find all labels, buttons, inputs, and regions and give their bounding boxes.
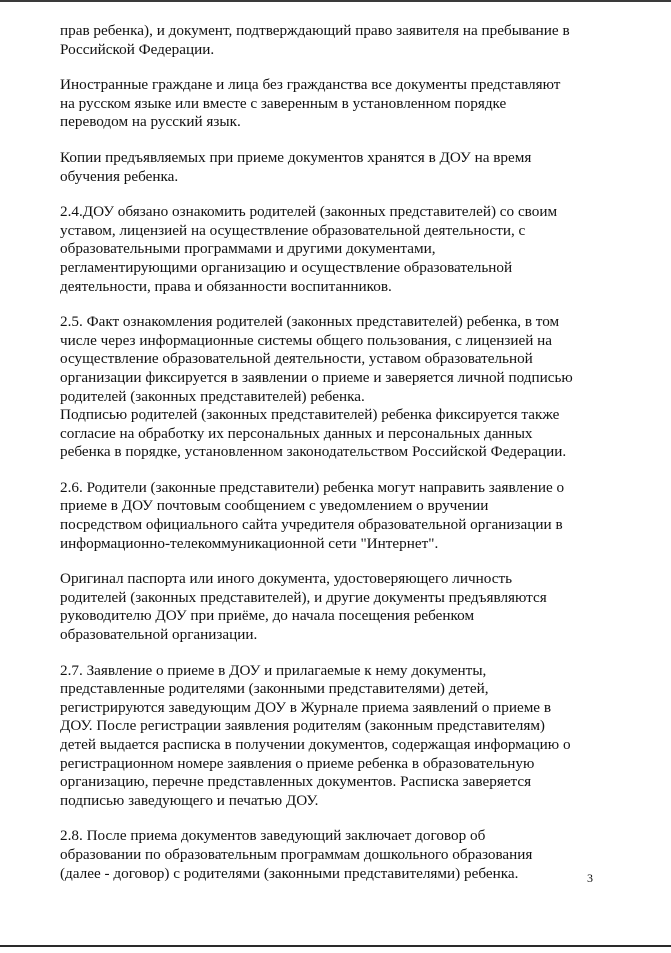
text-line: деятельности, права и обязанности воспитанников. [60, 277, 392, 295]
text-line: 2.4.ДОУ обязано ознакомить родителей (законных представителей) со своим [60, 203, 558, 221]
paragraph-section-2-5 [60, 313, 600, 462]
text-line: регистрационном номере заявления о приеме ребенка в образовательную [60, 754, 535, 772]
text-line: руководителю ДОУ при приёме, до начала посещения ребенком [60, 607, 475, 625]
paragraph-passport-original [60, 570, 600, 644]
document-body [60, 22, 600, 900]
text-line: 2.8. После приема документов заведующий заключает договор об [60, 827, 486, 845]
text-line: образовательными программами и другими документами, [60, 240, 436, 258]
text-line: (далее - договор) с родителями (законными представителями) ребенка. [60, 864, 519, 882]
text-line: осуществление образовательной деятельности, уставом образовательной [60, 350, 533, 368]
text-line: ДОУ. После регистрации заявления родителям (законным представителям) [60, 717, 545, 735]
text-line: посредством официального сайта учредителя образовательной организации в [60, 516, 563, 534]
text-line: ребенка в порядке, установленном законодательством Российской Федерации. [60, 443, 567, 461]
text-line: Копии предъявляемых при приеме документов хранятся в ДОУ на время [60, 148, 532, 166]
text-line: регламентирующими организацию и осуществление образовательной [60, 258, 513, 276]
text-line: родителей (законных представителей) ребенка. [60, 387, 365, 405]
text-line: обучения ребенка. [60, 167, 179, 185]
text-line: информационно-телекоммуникационной сети "Интернет". [60, 534, 439, 552]
text-line: 2.7. Заявление о приеме в ДОУ и прилагаемые к нему документы, [60, 661, 487, 679]
paragraph-residence-rights [60, 22, 600, 59]
text-line: согласие на обработку их персональных данных и персональных данных [60, 424, 533, 442]
text-line: подписью заведующего и печатью ДОУ. [60, 791, 319, 809]
paragraph-foreign-citizens [60, 76, 600, 132]
bottom-scan-edge [0, 945, 671, 947]
text-line: образовательной организации. [60, 626, 258, 644]
text-line: приеме в ДОУ почтовым сообщением с уведомлением о вручении [60, 497, 489, 515]
text-line: переводом на русский язык. [60, 113, 241, 131]
text-line: родителей (законных представителей), и другие документы предъявляются [60, 588, 547, 606]
top-scan-edge [0, 0, 671, 2]
paragraph-section-2-7 [60, 662, 600, 811]
text-line: организацию, перечне представленных документов. Расписка заверяется [60, 773, 532, 791]
text-line: 2.6. Родители (законные представители) ребенка могут направить заявление о [60, 478, 565, 496]
text-line: представленные родителями (законными представителями) детей, [60, 680, 489, 698]
page-number: 3 [587, 871, 593, 885]
text-line: детей выдается расписка в получении документов, содержащая информацию о [60, 736, 571, 753]
text-line: Российской Федерации. [60, 40, 215, 58]
text-line: Подписью родителей (законных представителей) ребенка фиксируется также [60, 406, 560, 424]
text-line: на русском языке или вместе с заверенным в установленном порядке [60, 94, 507, 112]
text-line: образовании по образовательным программам дошкольного образования [60, 845, 533, 863]
text-line: организации фиксируется в заявлении о приеме и заверяется личной подписью [60, 368, 573, 386]
text-line: уставом, лицензией на осуществление образовательной деятельности, с [60, 221, 526, 239]
paragraph-section-2-4 [60, 203, 600, 296]
text-line: 2.5. Факт ознакомления родителей (законных представителей) ребенка, в том [60, 313, 560, 331]
paragraph-section-2-8 [60, 827, 600, 883]
text-line: регистрируются заведующим ДОУ в Журнале приема заявлений о приеме в [60, 698, 552, 716]
text-line: прав ребенка), и документ, подтверждающий право заявителя на пребывание в [60, 22, 570, 39]
text-line: Иностранные граждане и лица без гражданства все документы представляют [60, 76, 561, 94]
paragraph-section-2-6 [60, 479, 600, 553]
text-line: Оригинал паспорта или иного документа, удостоверяющего личность [60, 570, 513, 588]
paragraph-document-copies [60, 149, 600, 186]
text-line: числе через информационные системы общего пользования, с лицензией на [60, 331, 553, 349]
